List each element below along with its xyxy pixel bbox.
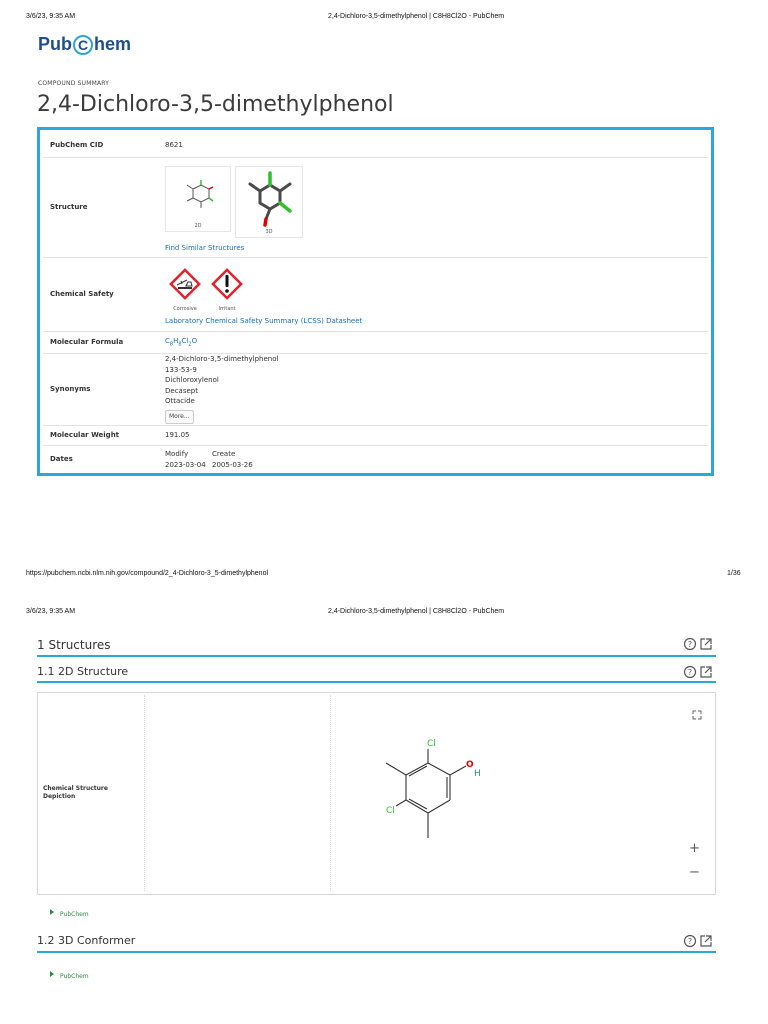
help-icon[interactable] <box>685 936 696 947</box>
compound-summary-box <box>37 127 714 476</box>
print-page-number: 1/36 <box>727 570 741 577</box>
molecular-formula-value[interactable]: $C_8H_8Cl_2O$ <box>165 336 198 348</box>
section-2d-structure-heading: 1.1 2D Structure <box>37 665 129 678</box>
row-cid <box>43 133 708 157</box>
molecular-weight-label: Molecular Weight <box>43 425 165 445</box>
structure-3d-thumbnail[interactable] <box>235 166 303 238</box>
source-label: PubChem <box>60 973 89 980</box>
molecule-2d-small-icon <box>166 167 230 231</box>
section-structures-heading: 1 Structures <box>37 638 111 652</box>
chemical-safety-label: Chemical Safety <box>43 257 165 331</box>
print-doc-title: 2,4-Dichloro-3,5-dimethylphenol | C8H8Cl2O - PubChem <box>328 608 505 615</box>
corrosive-hazard-icon <box>167 266 203 302</box>
dates-modify-label: Modify <box>165 449 189 458</box>
thumb-2d-caption: 2D <box>194 222 202 229</box>
expand-icon[interactable] <box>692 705 702 724</box>
cid-label: PubChem CID <box>43 133 165 157</box>
dates-modify-value: 2023-03-04 <box>165 460 206 469</box>
ghs-irritant-pictogram[interactable] <box>207 266 247 312</box>
logo-text-pub: Pub <box>38 34 72 54</box>
summary-table <box>43 133 708 473</box>
print-datetime: 3/6/23, 9:35 AM <box>26 13 76 20</box>
print-datetime: 3/6/23, 9:35 AM <box>26 608 76 615</box>
help-icon[interactable] <box>685 667 696 678</box>
structure-label: Structure <box>43 157 165 257</box>
molecular-formula-label: Molecular Formula <box>43 331 165 353</box>
zoom-in-button[interactable]: + <box>689 841 700 856</box>
molecular-weight-value: 191.05 <box>165 425 708 445</box>
dates-create-value: 2005-03-26 <box>212 460 253 469</box>
svg-text:?: ? <box>687 640 693 649</box>
section-3d-tools <box>684 934 712 951</box>
dates-create-label: Create <box>212 449 236 458</box>
exclamation-hazard-icon <box>209 266 245 302</box>
synonym-item: Ottacide <box>165 397 195 405</box>
logo-text-hem: hem <box>94 34 132 54</box>
molecule-2d-depiction <box>368 723 538 863</box>
more-synonyms-button[interactable]: More... <box>165 410 194 425</box>
page-title: 2,4-Dichloro-3,5-dimethylphenol <box>37 92 394 117</box>
print-doc-title: 2,4-Dichloro-3,5-dimethylphenol | C8H8Cl2O - PubChem <box>328 13 505 20</box>
thumb-3d-caption: 3D <box>265 228 273 235</box>
find-similar-structures-link[interactable]: Find Similar Structures <box>165 243 245 252</box>
row-chemical-safety <box>43 257 708 331</box>
cid-value: 8621 <box>165 133 708 157</box>
atom-label-h: H <box>474 769 481 779</box>
section-structures-rule <box>37 655 716 657</box>
logo-c-mark: C <box>73 35 93 55</box>
synonyms-label: Synonyms <box>43 353 165 425</box>
section-3d-rule <box>37 951 716 953</box>
ghs-irritant-caption: Irritant <box>218 305 236 312</box>
synonym-item: Decasept <box>165 386 198 395</box>
section-structures-tools <box>684 637 712 654</box>
dates-grid <box>165 450 708 469</box>
synonym-item: Dichloroxylenol <box>165 376 219 384</box>
svg-text:?: ? <box>687 937 693 946</box>
atom-label-o: O <box>466 760 474 770</box>
molecule-3d-small-icon <box>236 167 302 237</box>
source-label: PubChem <box>60 911 89 918</box>
source-pubchem-link[interactable] <box>50 901 89 920</box>
expand-triangle-icon <box>50 971 54 977</box>
expand-triangle-icon <box>50 909 54 915</box>
dates-label: Dates <box>50 455 73 464</box>
row-dates <box>43 445 708 473</box>
print-url: https://pubchem.ncbi.nlm.nih.gov/compound/2_4-Dichloro-3_5-dimethylphenol <box>26 570 269 577</box>
compound-summary-label: COMPOUND SUMMARY <box>38 80 110 87</box>
ghs-corrosive-caption: Corrosive <box>173 305 197 312</box>
external-link-icon[interactable] <box>701 667 711 677</box>
lcss-datasheet-link[interactable]: Laboratory Chemical Safety Summary (LCSS) Datasheet <box>165 316 363 325</box>
row-molecular-formula <box>43 331 708 353</box>
pubchem-logo[interactable] <box>38 34 131 55</box>
section-2d-tools <box>684 665 712 682</box>
row-structure <box>43 157 708 257</box>
external-link-icon[interactable] <box>701 639 711 649</box>
svg-text:?: ? <box>687 668 693 677</box>
zoom-out-button[interactable]: − <box>689 865 700 880</box>
external-link-icon[interactable] <box>701 936 711 946</box>
atom-label-cl: Cl <box>427 739 436 749</box>
structure-depiction-panel <box>37 692 716 895</box>
atom-label-cl: Cl <box>386 806 395 816</box>
synonym-item: 133-53-9 <box>165 365 197 374</box>
depiction-label: Chemical Structure Depiction <box>43 785 108 800</box>
section-2d-rule <box>37 681 716 683</box>
panel-divider <box>144 695 146 891</box>
source-pubchem-link[interactable] <box>50 963 89 982</box>
row-molecular-weight <box>43 425 708 445</box>
ghs-corrosive-pictogram[interactable] <box>165 266 205 312</box>
synonym-item: 2,4-Dichloro-3,5-dimethylphenol <box>165 355 279 363</box>
row-synonyms <box>43 353 708 425</box>
help-icon[interactable] <box>685 639 696 650</box>
section-3d-conformer-heading: 1.2 3D Conformer <box>37 934 136 947</box>
structure-2d-thumbnail[interactable] <box>165 166 231 232</box>
panel-divider <box>330 695 332 891</box>
